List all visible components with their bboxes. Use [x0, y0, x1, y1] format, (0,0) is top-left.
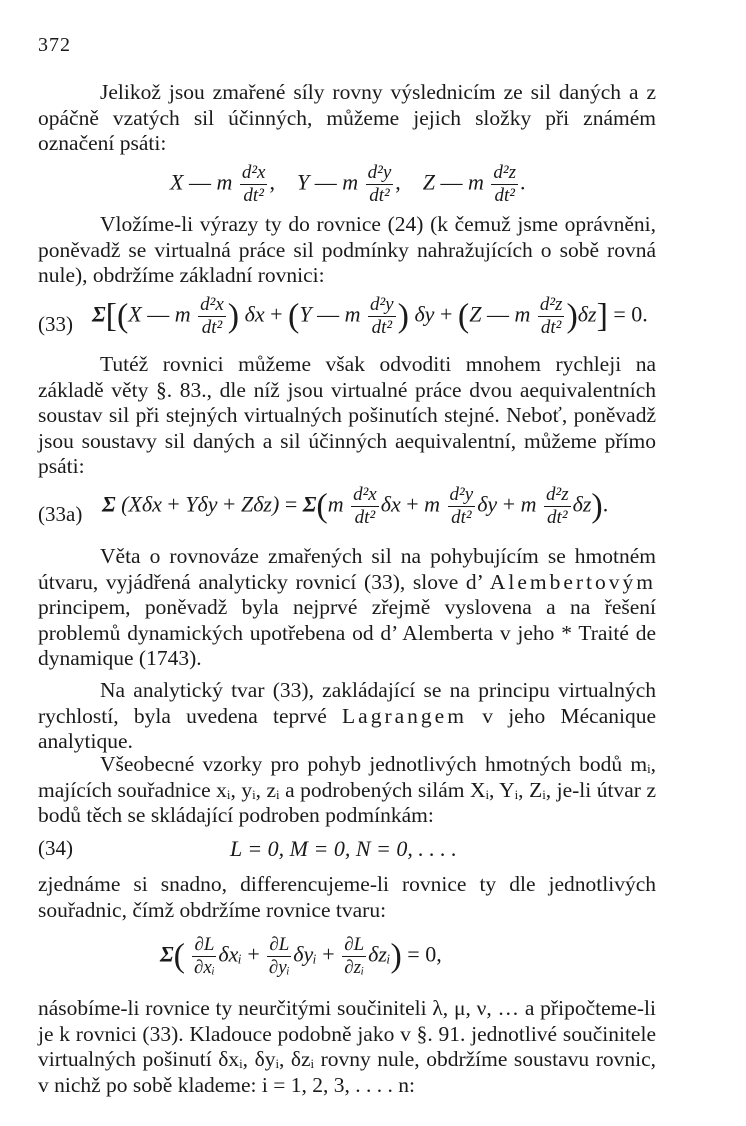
paragraph-5-end: v jeho Mécanique analytique.	[38, 703, 656, 754]
equation-34-label: (34)	[38, 836, 73, 860]
equation-34: L = 0, M = 0, N = 0, . . . .	[230, 836, 457, 861]
paragraph-5-start: Na analytický tvar (33), zakládající se na principu virtualných rychlostí, byla uvedena teprvé	[38, 678, 656, 728]
paragraph-3: Tutéž rovnici můžeme však odvoditi mnohem rychleji na základě věty §. 83., dle níž jsou virtualné práce dvou aequivalentních soustav sil při stejných virtualných pošinutích stejné. Neboť, poněvadž jsou soustavy sil daných a sil účinných aequivalentní, můžeme přímo psáti:	[38, 352, 656, 479]
lagrange-name: Lagrangem	[342, 703, 467, 728]
equation-33: Σ[(X — m $\frac{\text{d²x}}{\text{dt²}}$ ) δx + (Y — m $\frac{\text{d²y}}{\text{dt²}}$ ) δy + (Z — m $\frac{\text{d²z}}{\text{dt²}}$ )δz] = 0.	[92, 294, 648, 338]
equation-components: X — m $\frac{\text{d²x}}{\text{dt²}}$ , Y — m $\frac{\text{d²y}}{\text{dt²}}$ , Z — m $\frac{\text{d²z}}{\text{dt²}}$ .	[170, 162, 526, 206]
equation-33a-label: (33a)	[38, 502, 83, 526]
paragraph-1: Jelikož jsou zmařené síly rovny výslednicím ze sil daných a z opáčně vzatých sil účinných, můžeme jejich složky při známém označení psáti:	[38, 80, 656, 156]
paragraph-4-mid: principem, poněvadž byla nejprvé zřejmě vyslovena a na řešení problemů dynamických upotřebena od d’ Alemberta v jeho	[38, 595, 656, 645]
equation-partial: Σ( $\frac{\partial L}{\text{∂xᵢ}}$ δxᵢ + $\frac{\partial L}{\text{∂yᵢ}}$ δyᵢ + $\frac{\partial L}{\text{∂zᵢ}}$ δzᵢ) = 0,	[160, 934, 442, 978]
paragraph-7: zjednáme si snadno, differencujeme-li rovnice ty dle jednotlivých souřadnic, čímž obdržíme rovnice tvaru:	[38, 872, 656, 922]
paragraph-4-start: Věta o rovnováze zmařených sil na pohybujícím se hmotném útvaru, vyjádřená analyticky rovnicí (33), slove d’	[38, 544, 656, 594]
equation-33a: Σ (Xδx + Yδy + Zδz) = Σ(m $\frac{\text{d²x}}{\text{dt²}}$ δx + m $\frac{\text{d²y}}{\text{dt²}}$ δy + m $\frac{\text{d²z}}{\text{dt²}}$ δz).	[102, 484, 609, 528]
paragraph-5	[38, 678, 656, 755]
paragraph-6: Všeobecné vzorky pro pohyb jednotlivých hmotných bodů mᵢ, majících souřadnice xᵢ, yᵢ, zᵢ a podrobených silám Xᵢ, Yᵢ, Zᵢ, je-li útvar z bodů těch se skládající podroben podmínkám:	[38, 752, 656, 828]
paragraph-8: násobíme-li rovnice ty neurčitými součiniteli λ, μ, ν, … a připočteme-li je k rovnici (33). Kladouce podobně jako v §. 91. jednotlivé součinitele virtualných pošinutí δxᵢ, δyᵢ, δzᵢ rovny nule, obdržíme soustavu rovnic, v nichž po sobě klademe: i = 1, 2, 3, . . . . n:	[38, 996, 656, 1097]
page-number: 372	[38, 34, 71, 56]
paragraph-4	[38, 544, 656, 672]
paragraph-2: Vložíme-li výrazy ty do rovnice (24) (k čemuž jsme oprávněni, poněvadž se virtualná práce sil podmínky nahražujících o sobě rovná nule), obdržíme základní rovnici:	[38, 212, 656, 288]
paragraph-4-end: * Traité de dynamique (1743).	[38, 620, 656, 671]
alembert-name: Alembertovým	[489, 569, 656, 594]
equation-33-label: (33)	[38, 312, 73, 336]
